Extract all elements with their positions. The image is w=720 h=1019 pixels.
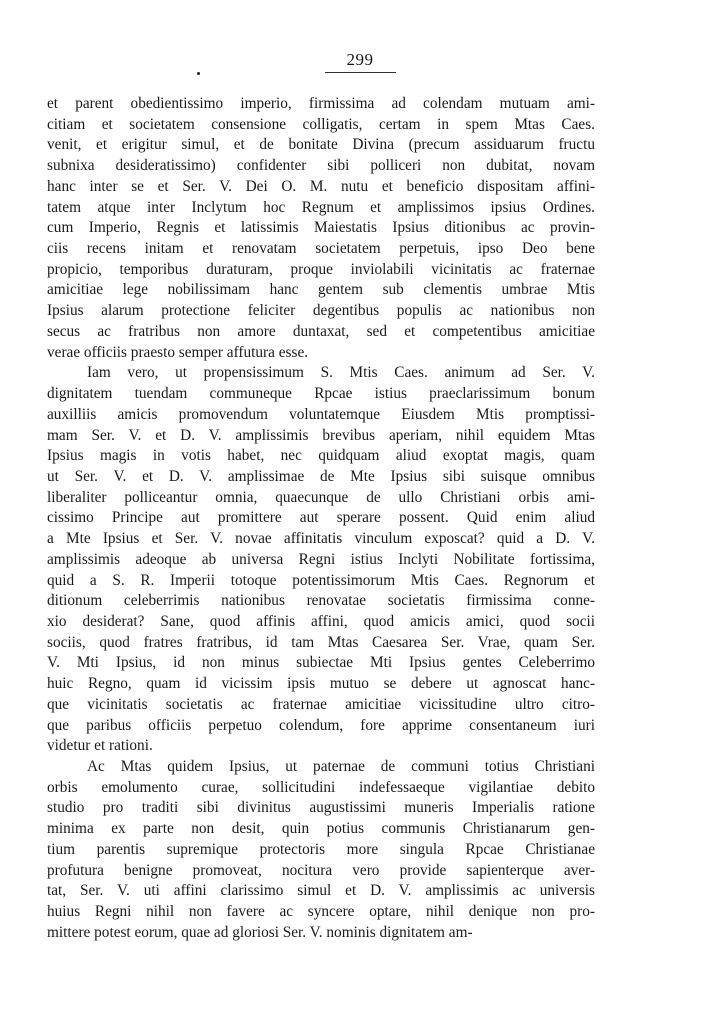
text-line: subnixa desideratissimo) confidenter sibi polliceri non dubitat, novam	[47, 157, 595, 175]
text-line: citiam et societatem consensione colligatis, certam in spem Mtas Caes.	[47, 115, 595, 133]
paragraph	[47, 757, 595, 943]
text-line: et parent obedientissimo imperio, firmissima ad colendam mutuam ami-	[47, 95, 595, 112]
text-line: cissimo Principe aut promittere aut sperare possent. Quid enim aliud	[47, 509, 595, 527]
text-line: huic Regno, quam id vicissim ipsis mutuo se debere ut agnoscat hanc-	[47, 675, 595, 693]
text-line: huius Regni nihil non favere ac syncere optare, nihil denique non pro-	[47, 903, 595, 921]
text-line: que vicinitatis societatis ac fraternae amicitiae vicissitudine ultro citro-	[47, 695, 595, 713]
text-line: tat, Ser. V. uti affini clarissimo simul et D. V. amplissimis ac universis	[47, 882, 595, 900]
text-line: a Mte Ipsius et Ser. V. novae affinitatis vinculum exposcat? quid a D. V.	[47, 530, 595, 548]
text-line: Ac Mtas quidem Ipsius, ut paternae de communi totius Christiani	[87, 758, 595, 775]
text-line: minima ex parte non desit, quin potius communis Christianarum gen-	[47, 820, 595, 838]
text-line: xio desiderat? Sane, quod affinis affini, quod amicis amici, quod socii	[47, 612, 595, 630]
page-number	[0, 50, 720, 73]
text-line: Iam vero, ut propensissimum S. Mtis Caes. animum ad Ser. V.	[87, 364, 595, 382]
text-line: auxilliis amicis promovendum voluntatemque Eiusdem Mtis promptissi-	[47, 405, 595, 423]
text-line: secus ac fratribus non amore duntaxat, sed et competentibus amicitiae	[47, 322, 595, 340]
text-line: Ipsius magis in votis habet, nec quidquam aliud exoptat magis, quam	[47, 447, 595, 465]
printing-speck	[197, 72, 200, 75]
text-line: propicio, temporibus duraturam, proque inviolabili vicinitatis ac fraternae	[47, 260, 595, 278]
text-line: mittere potest eorum, quae ad gloriosi Ser. V. nominis dignitatem am-	[47, 923, 473, 941]
text-line: amplissimis adeoque ab universa Regni istius Inclyti Nobilitate fortissima,	[47, 550, 595, 568]
text-line: venit, et erigitur simul, et de bonitate Divina (precum assiduarum fructu	[47, 136, 595, 154]
text-line: tium parentis supremique protectoris more singula Rpcae Christianae	[47, 840, 595, 858]
paragraph	[47, 94, 595, 363]
text-line: quid a S. R. Imperii totoque potentissimorum Mtis Caes. Regnorum et	[47, 571, 595, 589]
text-line: amicitiae lege nobilissimam hanc gentem sub clementis umbrae Mtis	[47, 281, 595, 299]
text-line: liberaliter polliceantur omnia, quaecunque de ullo Christiani orbis ami-	[47, 488, 595, 506]
text-line: studio pro traditi sibi divinitus augustissimi muneris Imperialis ratione	[47, 799, 595, 817]
text-line: tatem atque inter Inclytum hoc Regnum et amplissimos ipsius Ordines.	[47, 198, 595, 216]
text-line: ut Ser. V. et D. V. amplissimae de Mte Ipsius sibi suisque omnibus	[47, 467, 595, 485]
text-line: hanc inter se et Ser. V. Dei O. M. nutu et beneficio dispositam affini-	[47, 177, 595, 195]
text-line: ciis recens initam et renovatam societatem perpetuis, ipso Deo bene	[47, 240, 595, 258]
page-number-text: 299	[325, 50, 396, 73]
text-line: profutura benigne promoveat, nocitura vero provide sapienterque aver-	[47, 861, 595, 879]
paragraph	[47, 363, 595, 757]
body-text	[47, 94, 595, 943]
text-line: sociis, quod fratres fratribus, id tam Mtas Caesarea Ser. Vrae, quam Ser.	[47, 633, 595, 651]
text-line: cum Imperio, Regnis et latissimis Maiestatis Ipsius ditionibus ac provin-	[47, 219, 595, 237]
text-line: ditionum celeberrimis nationibus renovatae societatis firmissima conne-	[47, 592, 595, 610]
text-line: Ipsius alarum protectione feliciter degentibus populis ac nationibus non	[47, 302, 595, 320]
text-line: que paribus officiis perpetuo colendum, fore apprime consentaneum iuri	[47, 716, 595, 734]
text-line: mam Ser. V. et D. V. amplissimis brevibus aperiam, nihil equidem Mtas	[47, 426, 595, 444]
text-line: videtur et rationi.	[47, 737, 153, 755]
text-line: orbis emolumento curae, sollicitudini indefessaeque vigilantiae debito	[47, 778, 595, 796]
text-line: V. Mti Ipsius, id non minus subiectae Mti Ipsius gentes Celeberrimo	[47, 654, 595, 672]
text-line: dignitatem tuendam communeque Rpcae istius praeclarissimum bonum	[47, 385, 595, 403]
text-line: verae officiis praesto semper affutura esse.	[47, 343, 309, 361]
